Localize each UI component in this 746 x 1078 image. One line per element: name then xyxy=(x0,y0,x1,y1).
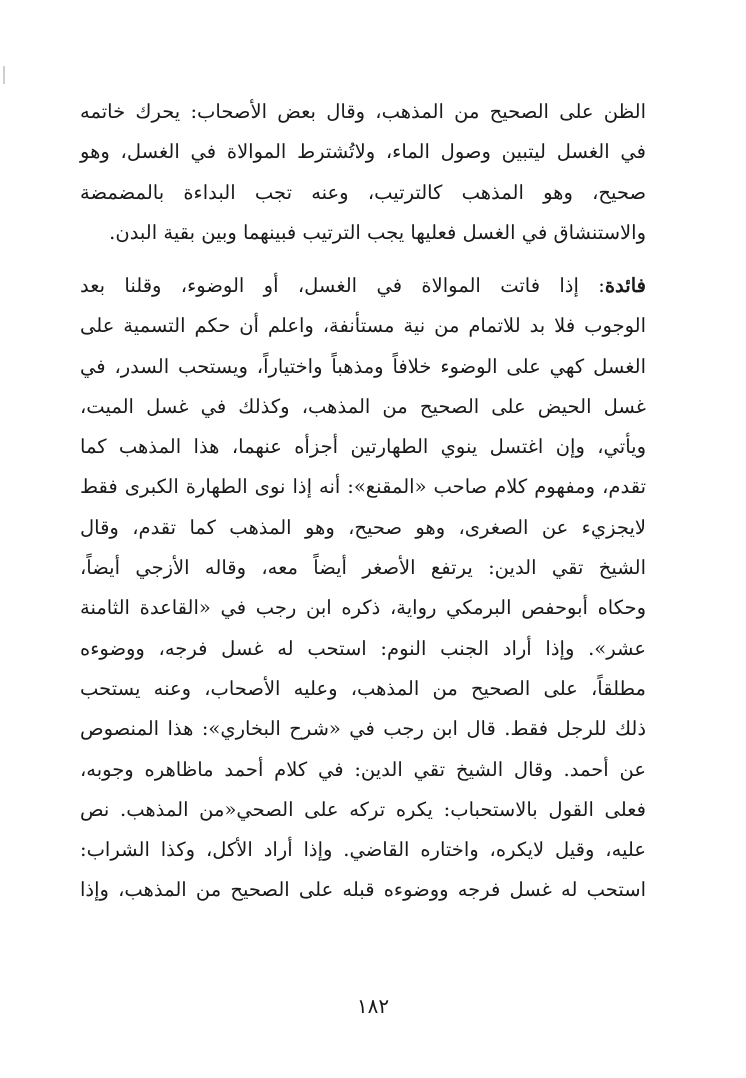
text-line: الشيخ تقي الدين: يرتفع الأصغر أيضاً معه، وقاله الأزجي أيضاً، xyxy=(80,556,646,580)
text-line: ويأتي، وإن اغتسل ينوي الطهارتين أجزأه عنهما، هذا المذهب كما xyxy=(80,435,646,459)
text-line: في الغسل ليتبين وصول الماء، ولاتُشترط الموالاة في الغسل، وهو xyxy=(80,140,646,164)
text-line: عشر». وإذا أراد الجنب النوم: استحب له غسل فرجه، ووضوءه xyxy=(80,636,646,660)
text-line: لايجزيء عن الصغرى، وهو صحيح، وهو المذهب كما تقدم، وقال xyxy=(80,515,646,539)
text-line: والاستنشاق في الغسل فعليها يجب الترتيب فبينهما وبين بقية البدن. xyxy=(109,220,646,244)
text-line: استحب له غسل فرجه ووضوءه قبله على الصحيح من المذهب، وإذا xyxy=(80,878,646,902)
text-line: عليه، وقيل لايكره، واختاره القاضي. وإذا أراد الأكل، وكذا الشراب: xyxy=(80,838,646,862)
page-number: ١٨٢ xyxy=(356,994,390,1018)
text-line: وحكاه أبوحفص البرمكي رواية، ذكره ابن رجب في «القاعدة الثامنة xyxy=(80,596,646,620)
text-line: صحيح، وهو المذهب كالترتيب، وعنه تجب البداءة بالمضمضة xyxy=(80,180,646,204)
text-line-first xyxy=(80,266,646,306)
text-line: تقدم، ومفهوم كلام صاحب «المقنع»: أنه إذا نوى الطهارة الكبرى فقط xyxy=(80,475,646,499)
faida-heading: فائدة xyxy=(604,274,646,297)
text-line: مطلقاً، على الصحيح من المذهب، وعليه الأصحاب، وعنه يستحب xyxy=(80,676,646,700)
paragraph-1 xyxy=(80,92,646,253)
text-line: الظن على الصحيح من المذهب، وقال بعض الأصحاب: يحرك خاتمه xyxy=(80,100,646,123)
text-line: فعلى القول بالاستحباب: يكره تركه على الصحي«من المذهب. نص xyxy=(80,797,646,821)
text-line: الوجوب فلا بد للاتمام من نية مستأنفة، واعلم أن حكم التسمية على xyxy=(80,314,646,338)
text-line: الغسل كهي على الوضوء خلافاً ومذهباً واختياراً، ويستحب السدر، في xyxy=(80,354,646,378)
text-line: عن أحمد. وقال الشيخ تقي الدين: في كلام أحمد ماظاهره وجوبه، xyxy=(80,757,646,781)
text-line: غسل الحيض على الصحيح من المذهب، وكذلك في غسل الميت، xyxy=(80,394,646,418)
scan-edge-mark xyxy=(3,66,5,84)
text-line: ذلك للرجل فقط. قال ابن رجب في «شرح البخاري»: هذا المنصوص xyxy=(80,717,646,741)
text-line-rest: : إذا فاتت الموالاة في الغسل، أو الوضوء، وقلنا بعد xyxy=(80,274,605,297)
paragraph-2 xyxy=(80,266,646,911)
